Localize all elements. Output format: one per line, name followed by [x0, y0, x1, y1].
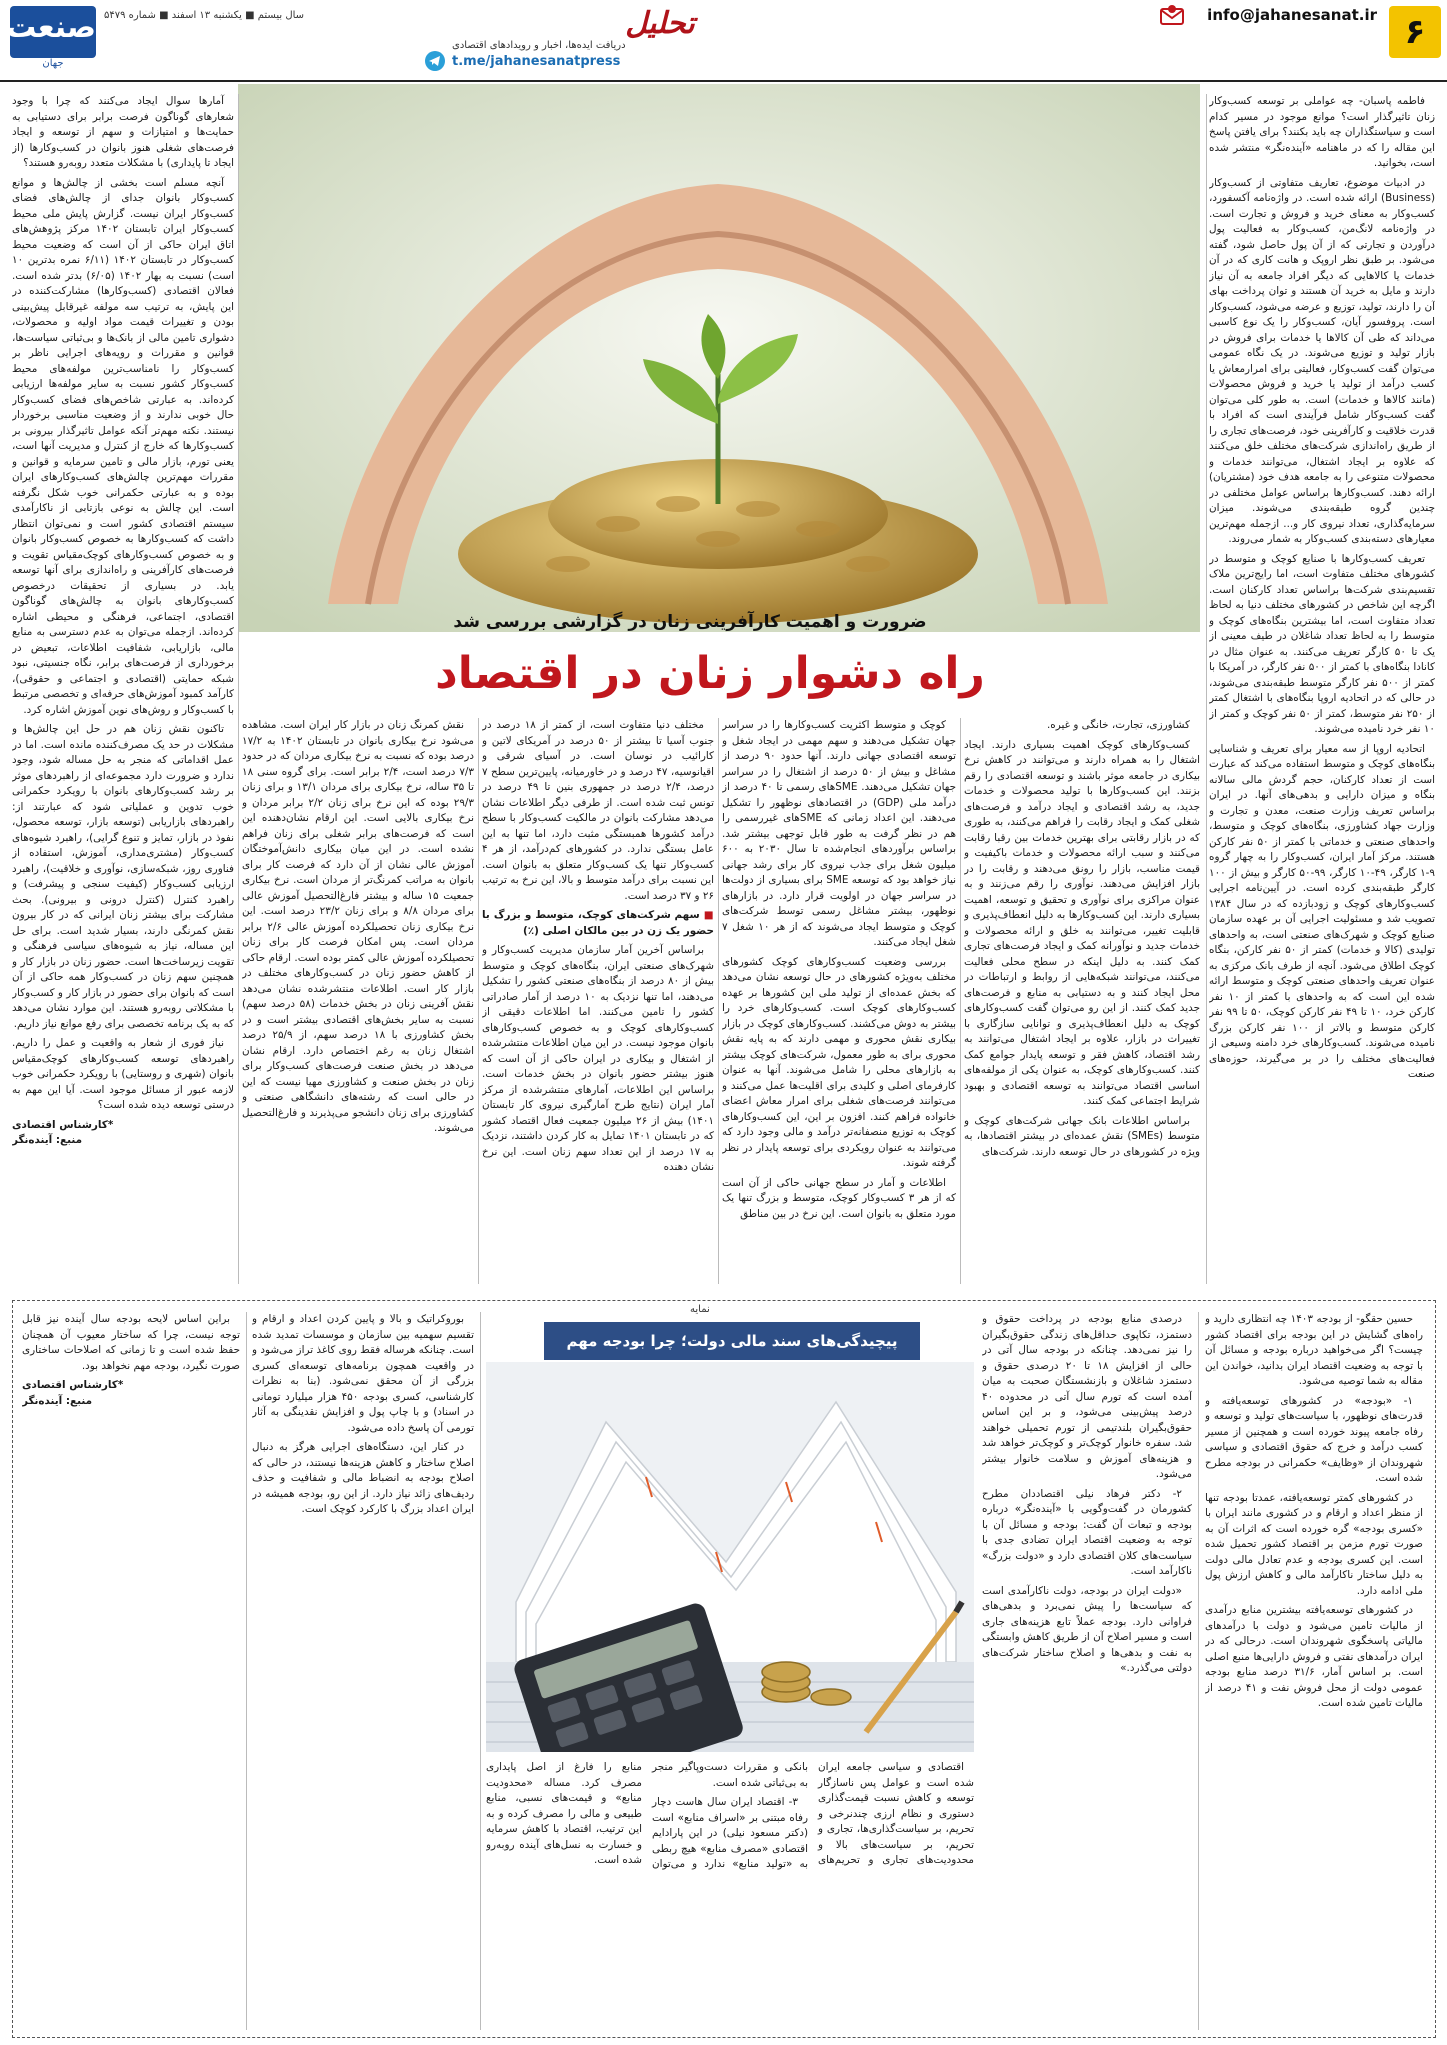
paragraph: درصدی منابع بودجه در پرداخت حقوق و دستمزد، تکاپوی حداقل‌های زندگی حقوق‌بگیران را نیز نمی‌دهد. چنانکه در بودجه سال آتی در حالی از افزایش ۱۸ تا ۲۰ درصدی حقوق و دستمزد شاغلان و بازنشستگان صحبت به میان آمده است که تورم سال آتی در محدوده ۴۰ درصد پیش‌بینی می‌شود، و بر این اساس حقوق‌بگیران بلندتیمی از تورم تحمیلی خواهند شد. سفره خانوار کوچک‌تر و کوچک‌تر خواهد شد و هزینه‌های آموزش و سلامت خانوار بیشتر می‌شود. [982, 1313, 1192, 1480]
email-address[interactable]: info@jahanesanat.ir [1207, 6, 1377, 24]
paragraph: براساس آخرین آمار سازمان مدیریت کسب‌وکار و شهرک‌های صنعتی ایران، بنگاه‌های کوچک و متوسط بیش از ۸۰ درصد از بنگاه‌های صنعتی کشور را تشکیل می‌دهند، اما تنها نزدیک به ۱۰ درصد از آمار صادراتی کشور را تامین می‌کنند. اما اطلاعات دقیقی از کسب‌وکارهای کوچک و به خصوص کسب‌وکارهای بانوان موجود نیست. در این میان اطلاعات منتشرشده از اشتغال و بیکاری در ایران حاکی از آن است که هنوز بیشتر حضور بانوان در بخش خدمات است. براساس این اطلاعات، آمارهای منتشرشده از مرکز آمار ایران (نتایج طرح آمارگیری نیروی کار تابستان ۱۴۰۱) بیش از ۲۶ میلیون جمعیت فعال اقتصاد کشور که در تابستان ۱۴۰۱ تمایل به کار کردن داشتند، نزدیک به ۱۷ درصد از این تعداد سهم زنان است. این نرخ نشان دهنده [482, 944, 714, 1173]
hero-image-hands-plant [238, 84, 1200, 632]
telegram-link[interactable]: t.me/jahanesanatpress [452, 54, 621, 69]
article-column-mid1 [964, 718, 1200, 1284]
paragraph: آنچه مسلم است بخشی از چالش‌ها و موانع کسب‌وکار بانوان جدای از چالش‌های فضای کسب‌وکار ایران نیست. گزارش پایش ملی محیط کسب‌وکار ایران تابستان ۱۴۰۲ مرکز پژوهش‌های اتاق ایران حاکی از آن است که وضعیت محیط کسب‌وکار در تابستان ۱۴۰۲ (۶/۱۱ نمره بدترین ۱۰ است) نسبت به بهار ۱۴۰۲ (۶/۰۵) بدتر شده است. فعالان اقتصادی (کسب‌وکارها) مشارکت‌کننده در این پایش، به ترتیب سه مولفه غیرقابل پیش‌بینی بودن و تغییرات قیمت مواد اولیه و محصولات، دشواری تامین مالی از بانک‌ها و بی‌ثباتی سیاست‌ها، قوانین و مقررات و رویه‌های اجرایی ناظر بر کسب‌وکار را نامناسب‌ترین مولفه‌های محیط کسب‌وکار کشور نسبت به سایر مولفه‌ها ارزیابی کرده‌اند. به عبارتی شاخص‌های فضای کسب‌وکار حال خوبی ندارند و از وضعیت مناسبی برخوردار نیستند. نکته مهم‌تر آنکه عوامل تاثیرگذار بیرونی بر کسب‌وکارها که خارج از کنترل و مدیریت آنها است، یعنی تورم، بازار مالی و تامین سرمایه و قوانین و مقررات مهم‌ترین چالش‌های کسب‌وکارهای ایران بوده و به عبارتی حکمرانی خوب شکل نگرفته است. این چالش به نوعی بازتابی از ناکارآمدی سیستم اقتصادی کشور است و نمی‌توان انتظار داشت که کسب‌وکارها به خصوص کسب‌وکار بانوان و به خصوص کسب‌وکارهای کوچک‌مقیاس تقویت و فرصت‌های کارآفرینی و راه‌اندازی برای آنها توسعه یابد. در بسیاری از تحقیقات درخصوص کسب‌وکارهای بانوان به چالش‌های گوناگون اقتصادی، اجتماعی، فرهنگی و محیطی اشاره کرده‌اند. ازجمله می‌توان به عدم دسترسی به منابع مالی، بازاریابی، شفافیت اطلاعات، تبعیض در برخورداری از فرصت‌های برابر، نگاه جنسیتی، نبود شبکه حمایتی (اقتصادی و اجتماعی و حقوقی)، کارآمد کمبود آموزش‌های حرفه‌ای و تخصصی مرتبط با کسب‌وکار و روش‌های نوین آموزش اشاره کرد. [12, 176, 234, 716]
box-label: نمایه [690, 1304, 710, 1315]
paragraph: نیاز فوری از شعار به واقعیت و عمل را داریم. راهبردهای توسعه کسب‌وکارهای کوچک‌مقیاس بانوان (شهری و روستایی) با رویکرد حکمرانی خوب لازمه عبور از مسائل موجود است. آیا این مهم به درستی توسعه دیده شده است؟ [12, 1037, 234, 1111]
paragraph: بررسی وضعیت کسب‌وکارهای کوچک کشورهای مختلف به‌ویژه کشورهای در حال توسعه نشان می‌دهد که بخش عمده‌ای از تولید ملی این کشورها بر عهده کسب‌وکارهای کوچک است. کسب‌وکارهای خرد را بیشتر به دوش می‌کشند. کسب‌وکارهای کوچک در بازار بیکاری نقش محوری و مهمی دارند که به پایه نقش محوری برای به طور معمول، شرکت‌های کوچک بیشتر به بازارهای محلی را شامل می‌شوند. آنها به عنوان کارفرمای اصلی و کلیدی برای اقلیت‌ها عمل می‌کنند و می‌توانند فرصت‌های شغلی برای امرار معاش اعضای خانواده فراهم کنند. افزون بر این، این کسب‌وکارهای کوچک به توزیع منصفانه‌تر درآمد و مالی وجود دارد که می‌توانند به عنوان رویکردی برای توسعه پایدار در نظر گرفته شوند. [722, 955, 956, 1169]
logo-text: صنعت [6, 10, 96, 45]
author-title: *کارشناس اقتصادی [12, 1118, 114, 1131]
image-calculator-documents [486, 1362, 974, 1752]
box-column-3 [486, 1760, 974, 2030]
article-column-mid2 [722, 718, 956, 1284]
paragraph: در کنار این، دستگاه‌های اجرایی هرگز به دنبال اصلاح ساختار و کاهش هزینه‌ها نیستند، در حالی که اصلاح بودجه به انضباط مالی و شفافیت و حذف ردیف‌های زائد نیاز دارد. از این رو، بودجه همیشه در ایران اعداد بزرگ با کارکرد کوچک است. [252, 1441, 474, 1515]
source-credit: منبع: آینده‌نگر [22, 1394, 93, 1407]
telegram-icon [424, 50, 446, 72]
paragraph: فاطمه پاسبان- چه عواملی بر توسعه کسب‌وکار زنان تاثیرگذار است؟ موانع موجود در مسیر کدام است و سیاستگذاران چه باید بکنند؟ برای یافتن پاسخ این مقاله را که در ماهنامه «آینده‌نگر» منتشر شده است، بخوانید. [1209, 95, 1435, 169]
logo-subtext: جهان [42, 58, 64, 69]
source-credit: منبع: آینده‌نگر [12, 1134, 83, 1146]
box-column-2 [982, 1312, 1192, 2030]
article-column-left [12, 94, 234, 1284]
paragraph: کسب‌وکارهای کوچک اهمیت بسیاری دارند. ایجاد اشتغال را به همراه دارند و می‌توانند در کاهش نرخ بیکاری در جامعه موثر باشند و توسعه اقتصادی را رقم بزنند. این کسب‌وکارها با تولید محصولات و خدمات جدید، به رشد اقتصادی و ایجاد درآمد و فرصت‌های شغلی کمک و ایجاد رقابت را فراهم می‌کنند، به طوری که در بازار رقابتی برای بهترین خدمات بین رقبا رقابت می‌کنند و سبب ارائه محصولات و خدمات باکیفیت و قیمت مناسب، بازار را رونق می‌دهند و رقابت را در بازار افزایش می‌دهند. نوآوری را رقم می‌زنند و به عنوان مراکزی برای نوآوری و تحقیق و توسعه، اهمیت بسیاری دارند. این کسب‌وکارها به دلیل انعطاف‌پذیری و قابلیت تغییر، می‌توانند به خلق و ارائه محصولات و خدمات جدید و نوآورانه کمک و ایجاد فرصت‌های تجاری کمک کنند. به دلیل اینکه در سطح محلی فعالیت می‌کنند، می‌توانند شبکه‌هایی از روابط و ارتباطات در محل ایجاد کنند و به دستیابی به منابع و فرصت‌های جدید کمک کنند. از این رو می‌توان گفت کسب‌وکارهای کوچک به دلیل انعطاف‌پذیری و توانایی سازگاری با تغییرات در بازار، علاوه بر ایجاد اشتغال می‌توانند به رشد اقتصاد، کاهش فقر و توسعه پایدار جوامع کمک کنند. کسب‌وکارهای کوچک، به عنوان یکی از مولفه‌های اساسی اقتصاد می‌توانند به توسعه اقتصادی و بهبود شرایط اجتماعی کمک کنند. [964, 738, 1200, 1107]
paragraph: بوروکراتیک و بالا و پایین کردن اعداد و ارقام و تقسیم سهمیه بین سازمان و موسسات تمدید شده است. چنانکه هرساله فقط روی کاغذ تراز می‌شود و در واقعیت همچون برنامه‌های توسعه‌ای کسری بزرگی از آن محقق نمی‌شود. (بنا به نظرات کارشناسی، کسری بودجه ۴۵۰ هزار میلیارد تومانی در اسناد) و با چاپ پول و افزایش نقدینگی به آثار تورمی آن پاسخ داده می‌شود. [252, 1313, 474, 1434]
telegram-caption: دریافت ایده‌ها، اخبار و رویدادهای اقتصادی [452, 40, 626, 51]
section-title: تحلیل [625, 6, 695, 41]
paragraph: کشاورزی، تجارت، خانگی و غیره. [1047, 719, 1190, 731]
paragraph: ۳- اقتصاد ایران سال هاست دچار رفاه مبتنی بر «اسراف منابع» است (دکتر مسعود نیلی) در این پارادایم اقتصادی «مصرف منابع» هیچ ربطی به «تولید منابع» ندارد و می‌توان منابع را فارغ از اصل پایداری مصرف کرد. مساله «محدودیت منابع» و قیمت‌های نسبی، منابع طبیعی و مالی را مصرف کرده و به این ترتیب، اقتصاد با کاهش سرمایه و خسارت به نسل‌های آینده روبه‌رو شده است. [486, 1761, 808, 1870]
email-icon [1159, 4, 1185, 28]
paragraph: کوچک و متوسط اکثریت کسب‌وکارها را در سراسر جهان تشکیل می‌دهند و سهم مهمی در ایجاد شغل و توسعه اقتصادی جهانی دارند. آنها حدود ۹۰ درصد از مشاغل و بیش از ۵۰ درصد از اشتغال را در سراسر جهان تشکیل می‌دهند. SMEهای رسمی تا ۴۰ درصد از درآمد ملی (GDP) در اقتصادهای نوظهور را تشکیل می‌دهند. این اعداد زمانی که SMEهای غیررسمی را هم در نظر گرفت به طور قابل توجهی بیشتر شد. براساس برآوردهای انجام‌شده تا سال ۲۰۳۰ به ۶۰۰ میلیون شغل برای جذب نیروی کار برای رشد جهانی نیاز خواهد بود که توسعه SME برای بسیاری از دولت‌ها در سراسر جهان در اولویت قرار دارد. در بازارهای نوظهور، بیشتر مشاغل رسمی توسط شرکت‌های کوچک و متوسط ایجاد می‌شوند که از هر ۱۰ شغل ۷ شغل ایجاد می‌کنند. [722, 719, 956, 948]
article-headline: راه دشوار زنان در اقتصاد [435, 648, 985, 699]
paragraph: نقش کمرنگ زنان در بازار کار ایران است. مشاهده می‌شود نرخ بیکاری بانوان در تابستان ۱۴۰۲ به ۱۷/۲ درصد بوده که نسبت به نرخ بیکاری مردان که در حدود ۷/۳ درصد است، ۲/۴ برابر است. برای گروه سنی ۱۸ تا ۳۵ ساله، نرخ بیکاری برای مردان ۱۳/۱ و برای زنان ۲۹/۳ بوده که این نرخ برای زنان ۲/۲ برابر مردان و نرخ بیکاری بالایی است. این ارقام نشان‌دهنده این است که فرصت‌های برابر شغلی برای زنان فراهم نشده است. در این میان بیکاری دانش‌آموختگان آموزش عالی نشان از آن دارد که فرصت کار برای بانوان به مراتب کمرنگ‌تر از مردان است. نرخ بیکاری جمعیت ۱۵ ساله و بیشتر فارغ‌التحصیل آموزش عالی برای مردان ۸/۸ و برای زنان ۲۳/۲ درصد است. این نرخ بیکاری زنان تحصیلکرده آموزش عالی ۲/۶ برابر مردان است. پس امکان فرصت کار برای زنان تحصیلکرده آموزش عالی کمتر بوده است. ارقام حاکی از کاهش حضور زنان در کسب‌وکارهای مختلف در بازار کار است. اطلاعات منتشرشده نشان می‌دهد نقش آفرینی زنان در بخش خدمات (۵۸ درصد سهم) نسبت به سایر بخش‌های اقتصادی بیشتر است و در بخش کشاورزی با ۱۸ درصد سهم، از ۲۵/۹ درصد اشتغال زنان به رغم اختصاص دارد. ارقام نشان می‌دهد در بخش صنعت فرصت‌های کسب‌وکار برای زنان در بخش صنعت و کشاورزی مهیا نیست که این در حالی است که رشته‌های دانشگاهی صنعتی و کشاورزی برای زنان دانشجو می‌پذیرند و فارغ‌التحصیل می‌شوند. [242, 719, 474, 1134]
bullet-square-icon: ■ [699, 909, 714, 921]
paragraph: تاکنون نقش زنان هم در حل این چالش‌ها و مشکلات در حد یک مصرف‌کننده مانده است. اما در عمل اقداماتی که منجر به حل مساله شود، وجود ندارد و ضرورت دارد مجموعه‌ای از راهبردهای موثر بر رشد کسب‌وکارهای بانوان با رویکرد حکمرانی خوب تدوین و عملیاتی شود که عبارتند از: راهبردهای بازاریابی (توسعه بازار، توسعه محصول، نفوذ در بازار، تمایز و تنوع گرایی)، راهبرد شیوه‌های کسب‌وکار (مشتری‌مداری، آموزش، استفاده از فناوری روز، شبکه‌سازی، نوآوری و خلاقیت)، راهبرد ارزیابی کسب‌وکار (کیفیت سنجی و پیشرفت) و راهبرد کنترل (کنترل درونی و بیرونی). بحث مشارکت برای بیشتر زنان ایرانی که در کار بیرون نقش کمرنگی دارند، بسیار شدید است. برای حل این مساله، نیاز به شیوه‌های سیاسی فرهنگی و تقویت زیرساخت‌ها است. حضور زنان در بازار کار و همچنین سهم زنان در کسب‌وکار همه حاکی از آن است که بانوان برای حضور در بازار کار و کسب‌وکار با مشکلاتی روبه‌رو هستند. این موارد نشان می‌دهد که به یک برنامه تخصصی برای رفع موانع نیاز داریم. [12, 723, 234, 1030]
subheading: ■ سهم شرکت‌های کوچک، متوسط و بزرگ با حضور یک زن در بین مالکان اصلی (٪) [482, 909, 714, 937]
page-number: ۶ [1389, 6, 1441, 58]
paragraph: ۱- «بودجه» در کشورهای توسعه‌یافته و قدرت‌های نوظهور، با سیاست‌های تولید و توسعه و رفاه جامعه پیوند خورده است و همچنین از مسیر کسب درآمد و خرج که حقوق اقتصادی و سیاسی شهروندان از «وظایف» حکمرانی در بودجه مطرح شده است. [1205, 1394, 1423, 1484]
paragraph: براین اساس لایحه بودجه سال آینده نیز قابل توجه نیست، چرا که ساختار معیوب آن همچنان حفظ شده است و تا زمانی که اصلاحات ساختاری صورت نگیرد، بودجه مهم نخواهد بود. [22, 1313, 240, 1372]
paragraph: اطلاعات و آمار در سطح جهانی حاکی از آن است که از هر ۳ کسب‌وکار کوچک، متوسط و بزرگ تنها یک مورد متعلق به بانوان است. این نرخ در بین مناطق [722, 1176, 956, 1220]
paragraph: براساس اطلاعات بانک جهانی شرکت‌های کوچک و متوسط (SMEs) نقش عمده‌ای در بیشتر اقتصادها، به ویژه در کشورهای در حال توسعه دارند. شرکت‌های [964, 1114, 1200, 1158]
box-column-4a [252, 1312, 474, 2030]
box-headline: پیچیدگی‌های سند مالی دولت؛ چرا بودجه مهم [544, 1322, 920, 1360]
paragraph: در کشورهای توسعه‌یافته بیشترین منابع درآمدی از مالیات تامین می‌شود و دولت با درآمدهای مالیاتی پاسخگوی شهروندان است. درحالی که در ایران درآمدهای نفتی و فروش دارایی‌ها منبع اصلی است. بر اساس آمار، ۳۱/۶ درصد منابع بودجه عمومی دولت از محل فروش نفت و ۴۱ درصد از مالیات تامین شده است. [1205, 1604, 1423, 1709]
paragraph: اتحادیه اروپا از سه معیار برای تعریف و شناسایی بنگاه‌های کوچک و متوسط استفاده می‌کند که عبارت است از تعداد کارکنان، حجم گردش مالی سالانه بنگاه و میزان دارایی و بدهی‌های آنها. در ایران براساس تعریف وزارت صنعت، معدن و تجارت و وزارت جهاد کشاورزی، بنگاه‌های کوچک و متوسط، واحدهای صنعتی و خدماتی با کمتر از ۵۰ نفر کارکن هستند. مرکز آمار ایران، کسب‌وکار را به چهار گروه ۹-۱ کارگر، ۴۹-۱۰ کارگر، ۹۹-۵۰ کارگر و بیش از ۱۰۰ کارگر طبقه‌بندی کرده است. در آیین‌نامه اجرایی کسب‌وکارهای کوچک و زودبازده که در سال ۱۳۸۴ تصویب شد و مسئولیت اجرایی آن بر عهده سازمان صنایع کوچک و شهرک‌های صنعتی است، به واحدهای تولیدی (کالا و خدمات) کمتر از ۵۰ نفر کارکن، بنگاه کوچک اطلاق می‌شود. آنچه از طرف بانک مرکزی به عنوان تعریف واحدهای صنعتی کوچک و متوسط ارائه شده این است که به واحدهای با کمتر از ۱۰ نفر کارکن خرد، ۱۰ تا ۴۹ نفر کارکن کوچک، ۵۰ تا ۹۹ نفر کارکن متوسط و بالاتر از ۱۰۰ نفر کارکن بزرگ نامیده می‌شوند. کسب‌وکارهای خرد دامنه وسیعی از فعالیت‌های مختلف را در بر می‌گیرند، حوزه‌های صنعت [1209, 742, 1435, 1080]
paragraph: اقتصادی و سیاسی جامعه ایران شده است و عوامل پس ناسازگار توسعه و کاهش نسبت قیمت‌گذاری دستوری و نظام ارزی چندنرخی و تحریم، بر سیاست‌گذاری‌ها، تجاری و تحریم، بر سیاست‌های بالا و محدودیت‌های تجاری و تحریم‌های بانکی و مقررات دست‌وپاگیر منجر به بی‌ثباتی شده است. [652, 1761, 974, 1866]
paragraph: حسین حقگو- از بودجه ۱۴۰۳ چه انتظاری دارید و راه‌های گشایش در این بودجه برای اقتصاد کشور چیست؟ اگر می‌خواهید درباره بودجه و مسائل آن با توجه به وضعیت اقتصاد ایران بدانید، خواندن این مقاله به شما توصیه می‌شود. [1205, 1313, 1423, 1387]
paragraph: آمارها سوال ایجاد می‌کنند که چرا با وجود شعارهای گوناگون فرصت برابر برای دستیابی به حمایت‌ها و امتیازات و سهم از توسعه و ایجاد فرصت‌های شغلی هنوز بانوان در کسب‌وکارها (از ایجاد تا پایداری) با مشکلات متعدد روبه‌رو هستند؟ [12, 95, 234, 169]
author-title: *کارشناس اقتصادی [22, 1379, 124, 1391]
paragraph: مختلف دنیا متفاوت است، از کمتر از ۱۸ درصد در جنوب آسیا تا بیشتر از ۵۰ درصد در آمریکای لاتین و کارائیب در نوسان است. در آسیای شرقی و اقیانوسیه، ۴۷ درصد و در خاورمیانه، پایین‌ترین سطح ۷ درصد، ۲/۴ درصد در جمهوری بنین تا ۴۹ درصد در تونس ثبت شده است. از طرفی دیگر اطلاعات نشان می‌دهد مشارکت بانوان در مالکیت کسب‌وکار با سطح درآمد کشورها همبستگی مثبت دارد، اما تنها به این عامل بستگی ندارد. در کشورهای کم‌درآمد، از هر ۴ کسب‌وکار تنها یک کسب‌وکار متعلق به بانوان است. این نسبت برای درآمد متوسط و بالا، این نرخ به ترتیب ۲۶ و ۳۷ درصد است. [482, 719, 714, 902]
paragraph: تعریف کسب‌وکارها با صنایع کوچک و متوسط در کشورهای مختلف متفاوت است، اما رایج‌ترین ملاک تقسیم‌بندی شرکت‌ها براساس تعداد کارکنان است. اگرچه این شاخص در کشورهای مختلف دنیا به لحاظ تعداد متفاوت است، اما بیشترین بنگاه‌های کوچک و متوسط را به لحاظ تعداد شاغلان در طیف معینی از یک تا ۵۰ کارگر تعریف می‌کنند. به عنوان مثال در کانادا بنگاه‌های با کمتر از ۵۰۰ نفر کارگر، در آمریکا با کمتر از ۵۰۰ نفر کارگر متوسط طبقه‌بندی می‌شوند، در حالی که در اتحادیه اروپا بنگاه‌های با اشتغال کمتر از ۲۵۰ نفر متوسط، کمتر از ۵۰ نفر کوچک و کمتر از ۱۰ نفر خرد نامیده می‌شوند. [1209, 552, 1435, 735]
paragraph: در ادبیات موضوع، تعاریف متفاوتی از کسب‌وکار (Business) ارائه شده است. در واژه‌نامه آکسفورد، کسب‌وکار به معنای خرید و فروش و تجارت است. در واژه‌نامه لانگ‌من، کسب‌وکار به فعالیت پول درآوردن و تجارتی که از آن پول حاصل شود، گفته می‌شود. بر طبق نظر اروپک و هانت کاری که در آن خدمات یا کالاهایی که دیگر افراد جامعه به آن نیاز دارند و مایل به خرید آن هستند و توان پرداخت بهای آن را دارند، تولید، توزیع و عرضه می‌شود، کسب‌وکار است. پروفسور آیان، کسب‌وکار را یک نوع کاسبی می‌داند که طی آن کالاها یا خدمات برای فروش در بازار تولید و توزیع می‌شوند. در یک نگاه عمومی می‌توان گفت کسب‌وکار، فعالیتی برای امرارمعاش یا کسب درآمد از تولید یا خرید و فروش محصولات (مانند کالاها و خدمات) است. به طور کلی می‌توان گفت کسب‌وکار شامل فرآیندی است که افراد با قدرت خلاقیت و کارآفرینی خود، فرصت‌های تجاری را از طریق راه‌اندازی شرکت‌های مختلف خلق می‌کنند که علاوه بر ایجاد اشتغال، می‌توانند خدمات و محصولات متنوعی را به جامعه هدف خود (مشتریان) ارائه دهند. کسب‌وکارها براساس عوامل مختلفی در چندین گروه طبقه‌بندی می‌شوند. میزان سرمایه‌گذاری، تعداد نیروی کار و... ازجمله مهم‌ترین معیارهای دسته‌بندی کسب‌وکار به شمار می‌روند. [1209, 176, 1435, 545]
article-column-right [1209, 94, 1435, 1284]
box-column-4b [22, 1312, 240, 2030]
article-kicker: ضرورت و اهمیت کارآفرینی زنان در گزارشی بررسی شد [453, 612, 927, 632]
article-column-mid4 [242, 718, 474, 1284]
paragraph: ۲- دکتر فرهاد نیلی اقتصاددان مطرح کشورمان در گفت‌وگویی با «آینده‌نگر» درباره بودجه و تبعات آن گفت: بودجه و مسائل آن با توجه به وضعیت اقتصاد ایران تضادی جدی با سیاست‌های کلان اقتصادی دارد و «دولت بزرگ» ناکارآمد است. [982, 1487, 1192, 1577]
paragraph: «دولت ایران در بودجه، دولت ناکارآمدی است که سیاست‌ها را پیش نمی‌برد و بدهی‌های فراوانی دارد. بودجه عملاً تابع هزینه‌های جاری است و مسیر اصلاح آن از طریق کاهش وابستگی به نفت و بدهی‌ها و اصلاح ساختار شرکت‌های دولتی می‌گذرد.» [982, 1584, 1192, 1674]
box-column-1 [1205, 1312, 1423, 2030]
newspaper-logo [6, 6, 96, 70]
issue-line: سال بیستم ■ یکشنبه ۱۳ اسفند ■ شماره ۵۴۷۹ [104, 10, 305, 21]
paragraph: در کشورهای کمتر توسعه‌یافته، عمدتا بودجه تنها از منظر اعداد و ارقام و در کشوری مانند ایران با «کسری بودجه» گره خورده است که اثرات آن به صورت تورم مزمن بر اقتصاد کشور تحمیل شده است. این کسری بودجه و عدم تعادل مالی دولت به دلیل ساختار ناکارآمد مالی و کاهش ارزش پول ملی ادامه دارد. [1205, 1491, 1423, 1597]
article-column-mid3 [482, 718, 714, 1284]
